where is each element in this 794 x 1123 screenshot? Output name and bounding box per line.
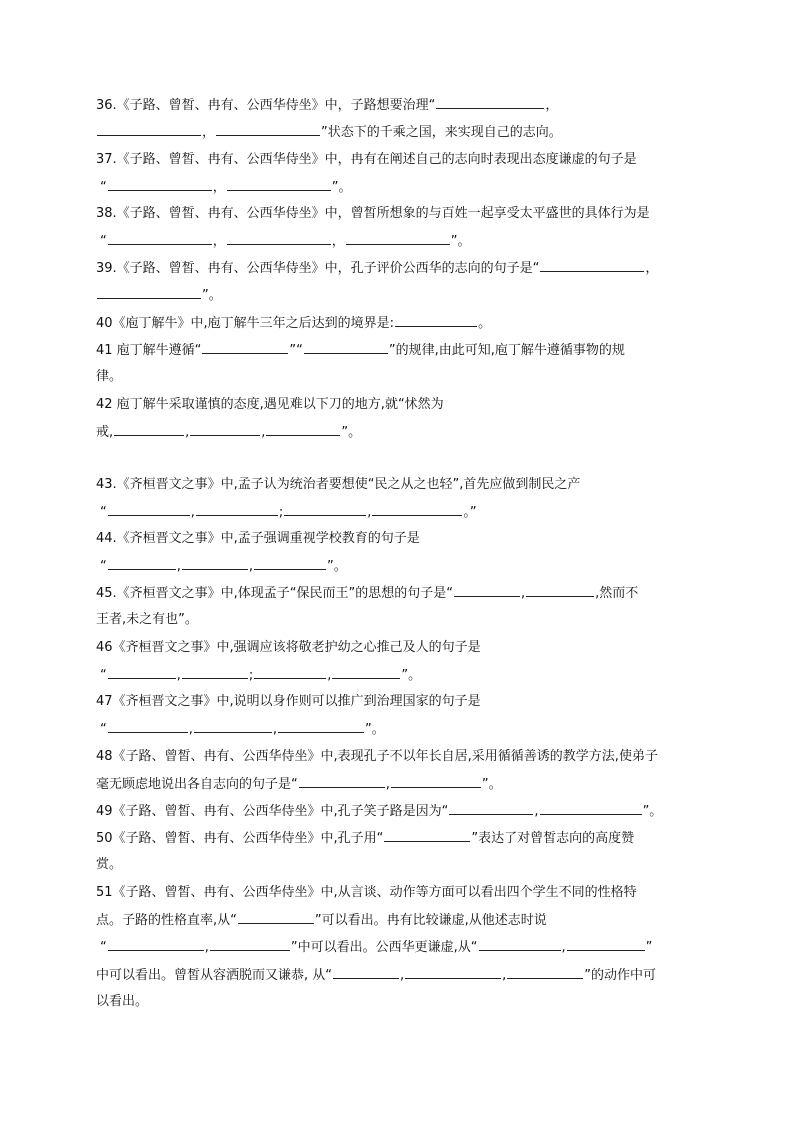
text: ”可以看出。冉有比较谦虚,从他述志时说 bbox=[314, 913, 547, 928]
text: , bbox=[188, 722, 193, 737]
question-44-line-2 bbox=[100, 557, 700, 576]
answer-blank[interactable] bbox=[194, 720, 272, 733]
text: ; bbox=[248, 668, 254, 683]
question-50-line-2 bbox=[96, 856, 696, 874]
text: “ bbox=[100, 559, 107, 574]
answer-blank[interactable] bbox=[108, 178, 212, 191]
question-36-line-2 bbox=[96, 123, 696, 142]
text: 48《子路、曾皙、冉有、公西华侍坐》中,表现孔子不以年长自居,采用循循善诱的教学方法,使弟子 bbox=[96, 749, 658, 764]
question-51-line-1 bbox=[96, 884, 696, 902]
question-45-line-1 bbox=[96, 584, 696, 603]
answer-blank[interactable] bbox=[238, 911, 314, 924]
text: “ bbox=[100, 180, 107, 195]
answer-blank[interactable] bbox=[254, 557, 326, 570]
question-47-line-1 bbox=[96, 693, 696, 711]
text: ”“ bbox=[289, 343, 303, 358]
text: , bbox=[367, 505, 372, 520]
question-42-line-1 bbox=[96, 396, 696, 414]
answer-blank[interactable] bbox=[108, 557, 176, 570]
text: 赏。 bbox=[96, 857, 123, 872]
answer-blank[interactable] bbox=[254, 666, 326, 679]
question-51-line-4 bbox=[96, 966, 696, 985]
text: “ bbox=[100, 940, 107, 955]
text: ”。 bbox=[202, 288, 222, 303]
text: , bbox=[261, 425, 266, 440]
answer-blank[interactable] bbox=[567, 938, 645, 951]
text: 40《庖丁解牛》中,庖丁解牛三年之后达到的境界是: bbox=[96, 316, 395, 331]
answer-blank[interactable] bbox=[479, 938, 561, 951]
text: 45.《齐桓晋文之事》中,体现孟子“保民而王”的思想的句子是“ bbox=[96, 586, 454, 601]
answer-blank[interactable] bbox=[202, 341, 288, 354]
text: “ bbox=[100, 722, 107, 737]
answer-blank[interactable] bbox=[108, 720, 188, 733]
answer-blank[interactable] bbox=[395, 314, 477, 327]
text: , bbox=[176, 559, 181, 574]
text: 。 bbox=[478, 316, 492, 331]
text: ”的规律,由此可知,庖丁解牛遵循事物的规 bbox=[388, 343, 625, 358]
answer-blank[interactable] bbox=[299, 775, 385, 788]
text: 戒, bbox=[96, 425, 114, 440]
answer-blank[interactable] bbox=[391, 775, 481, 788]
text: ”。 bbox=[401, 668, 422, 683]
answer-blank[interactable] bbox=[182, 557, 248, 570]
question-39-line-2 bbox=[96, 286, 696, 305]
text: 毫无顾虑地说出各自志向的句子是“ bbox=[96, 777, 298, 792]
text: ， bbox=[645, 261, 659, 276]
text: 39.《子路、曾皙、冉有、公西华侍坐》中，孔子评价公西华的志向的句子是“ bbox=[96, 261, 540, 276]
answer-blank[interactable] bbox=[182, 666, 248, 679]
answer-blank[interactable] bbox=[196, 503, 278, 516]
text: 43.《齐桓晋文之事》中,孟子认为统治者要想使“民之从之也轻”,首先应做到制民之产 bbox=[96, 477, 581, 492]
text: ， bbox=[212, 234, 226, 249]
answer-blank[interactable] bbox=[384, 829, 470, 842]
answer-blank[interactable] bbox=[266, 423, 340, 436]
answer-blank[interactable] bbox=[454, 584, 520, 597]
text: “ bbox=[100, 668, 107, 683]
question-45-line-2 bbox=[96, 611, 696, 629]
question-51-line-2 bbox=[96, 911, 696, 930]
text: 41 庖丁解牛遵循“ bbox=[96, 343, 202, 358]
answer-blank[interactable] bbox=[405, 966, 501, 979]
text: “ bbox=[100, 505, 107, 520]
text: “ bbox=[100, 234, 107, 249]
text: , bbox=[561, 940, 566, 955]
question-44-line-1 bbox=[96, 530, 696, 548]
text: ， bbox=[202, 125, 216, 140]
answer-blank[interactable] bbox=[346, 232, 450, 245]
question-36-line-1 bbox=[96, 96, 696, 115]
question-38-line-1 bbox=[96, 205, 696, 223]
question-43-line-1 bbox=[96, 476, 696, 494]
text: , bbox=[272, 722, 278, 737]
text: 中可以看出。曾皙从容洒脱而又谦恭, 从“ bbox=[96, 968, 332, 983]
text: , bbox=[502, 968, 507, 983]
text: 47《齐桓晋文之事》中,说明以身作则可以推广到治理国家的句子是 bbox=[96, 694, 481, 709]
answer-blank[interactable] bbox=[284, 503, 366, 516]
question-49-line-1 bbox=[96, 802, 696, 821]
answer-blank[interactable] bbox=[304, 341, 388, 354]
question-42-line-2 bbox=[96, 423, 696, 442]
question-51-line-5 bbox=[96, 993, 696, 1011]
text: ”状态下的千乘之国，来实现自己的志向。 bbox=[321, 125, 562, 140]
answer-blank[interactable] bbox=[108, 232, 212, 245]
text: 44.《齐桓晋文之事》中,孟子强调重视学校教育的句子是 bbox=[96, 531, 420, 546]
answer-blank[interactable] bbox=[436, 96, 544, 109]
text: , bbox=[400, 968, 405, 983]
answer-blank[interactable] bbox=[540, 259, 644, 272]
text: ， bbox=[545, 98, 559, 113]
answer-blank[interactable] bbox=[216, 123, 320, 136]
text: 律。 bbox=[96, 369, 123, 384]
text: 点。子路的性格直率,从“ bbox=[96, 913, 237, 928]
text: , bbox=[204, 940, 209, 955]
text: ， bbox=[331, 234, 345, 249]
question-43-line-2 bbox=[100, 503, 700, 522]
text: 49《子路、曾皙、冉有、公西华侍坐》中,孔子笑子路是因为“ bbox=[96, 804, 449, 819]
text: ”表达了对曾皙志向的高度赞 bbox=[471, 831, 635, 846]
question-50-line-1 bbox=[96, 829, 696, 848]
answer-blank[interactable] bbox=[210, 938, 290, 951]
question-41-line-2 bbox=[96, 368, 696, 386]
text: ”。 bbox=[341, 425, 362, 440]
text: , bbox=[185, 425, 190, 440]
text: ”。 bbox=[481, 777, 502, 792]
text: ”中可以看出。公西华更谦虚,从“ bbox=[290, 940, 478, 955]
answer-blank[interactable] bbox=[114, 423, 184, 436]
text: ,然而不 bbox=[595, 586, 639, 601]
text: ”。 bbox=[331, 180, 352, 195]
text: 38.《子路、曾皙、冉有、公西华侍坐》中，曾皙所想象的与百姓一起享受太平盛世的具体行为是 bbox=[96, 206, 650, 221]
text: ”。 bbox=[450, 234, 471, 249]
question-37-line-1 bbox=[96, 151, 696, 169]
question-39-line-1 bbox=[96, 259, 696, 278]
answer-blank[interactable] bbox=[540, 802, 642, 815]
text: , bbox=[385, 777, 390, 792]
answer-blank[interactable] bbox=[526, 584, 594, 597]
text: 36.《子路、曾皙、冉有、公西华侍坐》中，子路想要治理“ bbox=[96, 98, 436, 113]
question-46-line-2 bbox=[100, 666, 700, 685]
text: 37.《子路、曾皙、冉有、公西华侍坐》中，冉有在阐述自己的志向时表现出态度谦虚的句子是 bbox=[96, 152, 637, 167]
answer-blank[interactable] bbox=[227, 232, 331, 245]
question-41-line-1 bbox=[96, 341, 696, 360]
question-38-line-2 bbox=[100, 232, 700, 251]
question-37-line-2 bbox=[100, 178, 700, 197]
text: , bbox=[327, 668, 332, 683]
text: ”的动作中可 bbox=[584, 968, 657, 983]
text: , bbox=[190, 505, 195, 520]
text: 42 庖丁解牛采取谨慎的态度,遇见难以下刀的地方,就“怵然为 bbox=[96, 397, 444, 412]
question-48-line-2 bbox=[96, 775, 696, 794]
answer-blank[interactable] bbox=[372, 503, 462, 516]
answer-blank[interactable] bbox=[449, 802, 533, 815]
answer-blank[interactable] bbox=[332, 666, 400, 679]
text: , bbox=[534, 804, 539, 819]
answer-blank[interactable] bbox=[108, 503, 190, 516]
text: ; bbox=[278, 505, 284, 520]
answer-blank[interactable] bbox=[190, 423, 260, 436]
text: 以看出。 bbox=[96, 994, 149, 1009]
answer-blank[interactable] bbox=[108, 666, 176, 679]
text: 。” bbox=[463, 505, 477, 520]
question-47-line-2 bbox=[100, 720, 700, 739]
answer-blank[interactable] bbox=[108, 938, 204, 951]
text: 51《子路、曾皙、冉有、公西华侍坐》中,从言谈、动作等方面可以看出四个学生不同的性格特 bbox=[96, 885, 637, 900]
text: 50《子路、曾皙、冉有、公西华侍坐》中,孔子用“ bbox=[96, 831, 384, 846]
answer-blank[interactable] bbox=[97, 286, 201, 299]
question-46-line-1 bbox=[96, 639, 696, 657]
answer-blank[interactable] bbox=[97, 123, 201, 136]
question-51-line-3 bbox=[100, 938, 700, 957]
answer-blank[interactable] bbox=[227, 178, 331, 191]
question-48-line-1 bbox=[96, 748, 696, 766]
text: ， bbox=[212, 180, 226, 195]
answer-blank[interactable] bbox=[278, 720, 364, 733]
text: 46《齐桓晋文之事》中,强调应该将敬老护幼之心推己及人的句子是 bbox=[96, 640, 481, 655]
answer-blank[interactable] bbox=[333, 966, 399, 979]
text: ”。 bbox=[642, 804, 663, 819]
text: 王者,未之有也”。 bbox=[96, 612, 198, 627]
text: , bbox=[176, 668, 181, 683]
text: ”。 bbox=[365, 722, 385, 737]
text: , bbox=[248, 559, 254, 574]
answer-blank[interactable] bbox=[507, 966, 583, 979]
text: ”。 bbox=[327, 559, 347, 574]
text: , bbox=[521, 586, 526, 601]
text: ” bbox=[645, 940, 653, 955]
question-40-line-1 bbox=[96, 314, 696, 333]
